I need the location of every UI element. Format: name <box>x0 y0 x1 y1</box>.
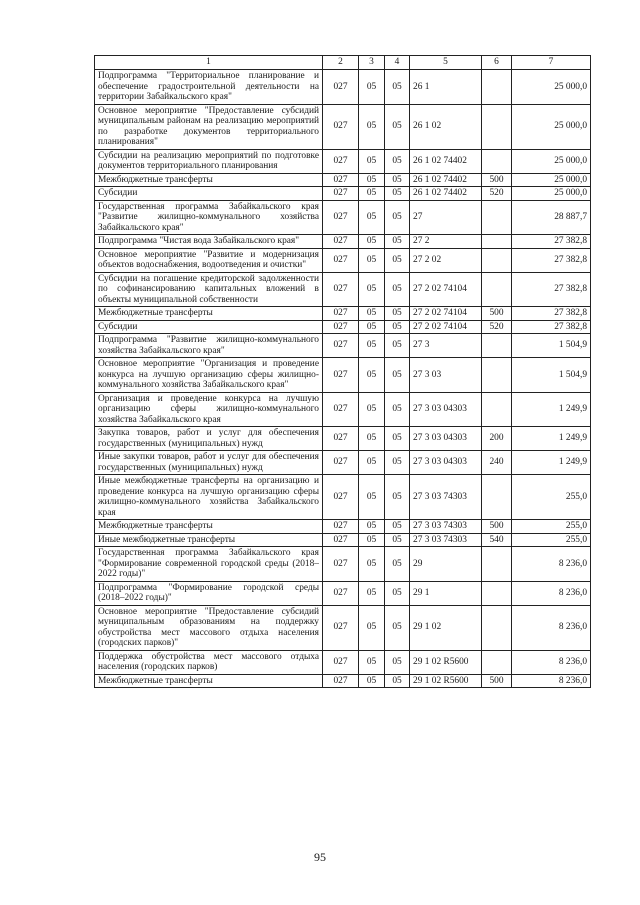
row-ministry-code-cell: 027 <box>323 307 359 321</box>
row-target-article-cell: 27 3 03 04303 <box>410 427 482 451</box>
row-section-cell: 05 <box>359 581 385 605</box>
row-ministry-code-cell: 027 <box>323 320 359 334</box>
row-amount-cell: 25 000,0 <box>512 104 591 149</box>
row-expense-type-cell <box>482 272 512 307</box>
row-subsection-cell: 05 <box>385 173 410 187</box>
row-expense-type-cell: 520 <box>482 320 512 334</box>
row-subsection-cell: 05 <box>385 547 410 582</box>
row-target-article-cell: 29 1 <box>410 581 482 605</box>
table-row <box>95 427 591 451</box>
row-name-cell: Организация и проведение конкурса на лучшую организацию сферы жилищно-коммунального хозяйства Забайкальского края <box>95 392 323 427</box>
row-subsection-cell: 05 <box>385 149 410 173</box>
row-expense-type-cell <box>482 334 512 358</box>
row-expense-type-cell <box>482 392 512 427</box>
row-section-cell: 05 <box>359 235 385 249</box>
row-ministry-code-cell: 027 <box>323 581 359 605</box>
row-ministry-code-cell: 027 <box>323 650 359 674</box>
table-row <box>95 104 591 149</box>
row-name-cell: Субсидии на погашение кредиторской задолженности по софинансированию капитальных вложений в объекты муниципальной собственности <box>95 272 323 307</box>
row-name-cell: Государственная программа Забайкальского края "Формирование современной городской среды (2018–2022 годы)" <box>95 547 323 582</box>
row-amount-cell: 27 382,8 <box>512 272 591 307</box>
row-expense-type-cell <box>482 248 512 272</box>
row-subsection-cell: 05 <box>385 674 410 688</box>
row-subsection-cell: 05 <box>385 650 410 674</box>
row-target-article-cell: 27 2 02 74104 <box>410 307 482 321</box>
row-subsection-cell: 05 <box>385 533 410 547</box>
row-expense-type-cell: 500 <box>482 307 512 321</box>
row-amount-cell: 25 000,0 <box>512 173 591 187</box>
row-section-cell: 05 <box>359 427 385 451</box>
row-ministry-code-cell: 027 <box>323 547 359 582</box>
row-target-article-cell: 29 1 02 R5600 <box>410 674 482 688</box>
row-section-cell: 05 <box>359 104 385 149</box>
row-ministry-code-cell: 027 <box>323 392 359 427</box>
row-ministry-code-cell: 027 <box>323 104 359 149</box>
row-expense-type-cell: 540 <box>482 533 512 547</box>
column-header: 3 <box>359 56 385 70</box>
row-amount-cell: 255,0 <box>512 475 591 520</box>
row-name-cell: Субсидии <box>95 187 323 201</box>
row-ministry-code-cell: 027 <box>323 674 359 688</box>
row-section-cell: 05 <box>359 392 385 427</box>
row-subsection-cell: 05 <box>385 334 410 358</box>
row-target-article-cell: 27 3 03 04303 <box>410 451 482 475</box>
table-row <box>95 392 591 427</box>
row-ministry-code-cell: 027 <box>323 520 359 534</box>
table-row <box>95 248 591 272</box>
row-section-cell: 05 <box>359 358 385 393</box>
row-section-cell: 05 <box>359 272 385 307</box>
row-subsection-cell: 05 <box>385 307 410 321</box>
row-name-cell: Поддержка обустройства мест массового отдыха населения (городских парков) <box>95 650 323 674</box>
row-section-cell: 05 <box>359 307 385 321</box>
row-ministry-code-cell: 027 <box>323 235 359 249</box>
row-amount-cell: 1 249,9 <box>512 392 591 427</box>
table-row <box>95 149 591 173</box>
page-number: 95 <box>314 850 326 864</box>
table-row <box>95 272 591 307</box>
table-row <box>95 650 591 674</box>
row-target-article-cell: 27 <box>410 200 482 235</box>
row-target-article-cell: 27 2 02 <box>410 248 482 272</box>
row-name-cell: Основное мероприятие "Предоставление субсидий муниципальным образованиям на поддержку обустройства мест массового отдыха населения (городских парков)" <box>95 605 323 650</box>
row-target-article-cell: 29 1 02 R5600 <box>410 650 482 674</box>
row-expense-type-cell <box>482 475 512 520</box>
row-section-cell: 05 <box>359 200 385 235</box>
column-header: 6 <box>482 56 512 70</box>
row-ministry-code-cell: 027 <box>323 149 359 173</box>
row-expense-type-cell: 500 <box>482 674 512 688</box>
row-amount-cell: 8 236,0 <box>512 547 591 582</box>
row-subsection-cell: 05 <box>385 475 410 520</box>
row-name-cell: Иные межбюджетные трансферты <box>95 533 323 547</box>
row-subsection-cell: 05 <box>385 581 410 605</box>
row-subsection-cell: 05 <box>385 451 410 475</box>
row-amount-cell: 255,0 <box>512 533 591 547</box>
table-row <box>95 70 591 105</box>
row-amount-cell: 25 000,0 <box>512 187 591 201</box>
row-subsection-cell: 05 <box>385 320 410 334</box>
column-header: 4 <box>385 56 410 70</box>
row-section-cell: 05 <box>359 605 385 650</box>
row-name-cell: Подпрограмма "Развитие жилищно-коммунального хозяйства Забайкальского края" <box>95 334 323 358</box>
table-row <box>95 520 591 534</box>
row-name-cell: Иные межбюджетные трансферты на организацию и проведение конкурса на лучшую организацию сферы жилищно-коммунального хозяйства Забайкальского края <box>95 475 323 520</box>
table-header-row <box>95 56 591 70</box>
row-section-cell: 05 <box>359 650 385 674</box>
table-row <box>95 200 591 235</box>
row-section-cell: 05 <box>359 70 385 105</box>
document-page <box>94 55 590 688</box>
row-name-cell: Субсидии <box>95 320 323 334</box>
row-expense-type-cell <box>482 605 512 650</box>
row-amount-cell: 28 887,7 <box>512 200 591 235</box>
row-target-article-cell: 27 3 03 04303 <box>410 392 482 427</box>
table-row <box>95 547 591 582</box>
row-target-article-cell: 26 1 02 74402 <box>410 187 482 201</box>
row-amount-cell: 25 000,0 <box>512 70 591 105</box>
row-name-cell: Подпрограмма "Территориальное планирование и обеспечение градостроительной деятельности на территории Забайкальского края" <box>95 70 323 105</box>
row-name-cell: Субсидии на реализацию мероприятий по подготовке документов территориального планирования <box>95 149 323 173</box>
table-row <box>95 358 591 393</box>
table-row <box>95 235 591 249</box>
row-expense-type-cell <box>482 581 512 605</box>
row-amount-cell: 25 000,0 <box>512 149 591 173</box>
row-name-cell: Подпрограмма "Формирование городской среды (2018–2022 годы)" <box>95 581 323 605</box>
row-name-cell: Межбюджетные трансферты <box>95 674 323 688</box>
row-ministry-code-cell: 027 <box>323 248 359 272</box>
row-name-cell: Государственная программа Забайкальского края "Развитие жилищно-коммунального хозяйства Забайкальского края" <box>95 200 323 235</box>
row-expense-type-cell <box>482 104 512 149</box>
row-amount-cell: 1 249,9 <box>512 451 591 475</box>
row-name-cell: Закупка товаров, работ и услуг для обеспечения государственных (муниципальных) нужд <box>95 427 323 451</box>
row-name-cell: Основное мероприятие "Организация и проведение конкурса на лучшую организацию сферы жилищно-коммунального хозяйства Забайкальского края" <box>95 358 323 393</box>
table-row <box>95 674 591 688</box>
row-amount-cell: 27 382,8 <box>512 235 591 249</box>
row-amount-cell: 1 504,9 <box>512 358 591 393</box>
row-section-cell: 05 <box>359 187 385 201</box>
row-name-cell: Иные закупки товаров, работ и услуг для обеспечения государственных (муниципальных) нужд <box>95 451 323 475</box>
row-amount-cell: 1 504,9 <box>512 334 591 358</box>
row-amount-cell: 8 236,0 <box>512 650 591 674</box>
row-target-article-cell: 26 1 02 <box>410 104 482 149</box>
row-expense-type-cell: 240 <box>482 451 512 475</box>
row-amount-cell: 255,0 <box>512 520 591 534</box>
row-name-cell: Межбюджетные трансферты <box>95 520 323 534</box>
row-subsection-cell: 05 <box>385 248 410 272</box>
row-subsection-cell: 05 <box>385 200 410 235</box>
row-target-article-cell: 27 3 03 <box>410 358 482 393</box>
row-name-cell: Основное мероприятие "Предоставление субсидий муниципальным районам на реализацию мероприятий по разработке документов территориального планирования" <box>95 104 323 149</box>
column-header: 2 <box>323 56 359 70</box>
row-target-article-cell: 27 3 <box>410 334 482 358</box>
row-subsection-cell: 05 <box>385 427 410 451</box>
row-target-article-cell: 27 3 03 74303 <box>410 475 482 520</box>
row-target-article-cell: 27 3 03 74303 <box>410 533 482 547</box>
row-section-cell: 05 <box>359 533 385 547</box>
row-section-cell: 05 <box>359 475 385 520</box>
row-amount-cell: 27 382,8 <box>512 307 591 321</box>
row-expense-type-cell <box>482 200 512 235</box>
row-name-cell: Основное мероприятие "Развитие и модернизация объектов водоснабжения, водоотведения и очистки" <box>95 248 323 272</box>
column-header: 5 <box>410 56 482 70</box>
row-target-article-cell: 26 1 02 74402 <box>410 149 482 173</box>
table-row <box>95 173 591 187</box>
row-name-cell: Межбюджетные трансферты <box>95 173 323 187</box>
row-target-article-cell: 26 1 <box>410 70 482 105</box>
row-ministry-code-cell: 027 <box>323 200 359 235</box>
table-row <box>95 187 591 201</box>
row-ministry-code-cell: 027 <box>323 187 359 201</box>
row-target-article-cell: 29 <box>410 547 482 582</box>
table-row <box>95 320 591 334</box>
row-ministry-code-cell: 027 <box>323 427 359 451</box>
row-section-cell: 05 <box>359 173 385 187</box>
table-row <box>95 334 591 358</box>
row-ministry-code-cell: 027 <box>323 475 359 520</box>
row-section-cell: 05 <box>359 320 385 334</box>
row-expense-type-cell <box>482 70 512 105</box>
table-row <box>95 605 591 650</box>
row-section-cell: 05 <box>359 674 385 688</box>
row-ministry-code-cell: 027 <box>323 451 359 475</box>
row-expense-type-cell <box>482 235 512 249</box>
column-header: 7 <box>512 56 591 70</box>
row-target-article-cell: 27 2 <box>410 235 482 249</box>
row-section-cell: 05 <box>359 520 385 534</box>
row-expense-type-cell <box>482 358 512 393</box>
row-section-cell: 05 <box>359 451 385 475</box>
row-subsection-cell: 05 <box>385 70 410 105</box>
row-section-cell: 05 <box>359 547 385 582</box>
budget-table <box>94 55 591 688</box>
row-expense-type-cell: 500 <box>482 173 512 187</box>
row-expense-type-cell <box>482 149 512 173</box>
row-amount-cell: 8 236,0 <box>512 674 591 688</box>
row-amount-cell: 27 382,8 <box>512 248 591 272</box>
row-subsection-cell: 05 <box>385 235 410 249</box>
table-row <box>95 307 591 321</box>
row-target-article-cell: 27 3 03 74303 <box>410 520 482 534</box>
table-row <box>95 475 591 520</box>
row-expense-type-cell <box>482 547 512 582</box>
row-amount-cell: 8 236,0 <box>512 581 591 605</box>
row-ministry-code-cell: 027 <box>323 605 359 650</box>
table-row <box>95 581 591 605</box>
row-section-cell: 05 <box>359 248 385 272</box>
row-subsection-cell: 05 <box>385 104 410 149</box>
row-expense-type-cell: 200 <box>482 427 512 451</box>
row-ministry-code-cell: 027 <box>323 272 359 307</box>
row-subsection-cell: 05 <box>385 520 410 534</box>
table-body <box>95 70 591 688</box>
row-ministry-code-cell: 027 <box>323 70 359 105</box>
table-row <box>95 533 591 547</box>
row-amount-cell: 27 382,8 <box>512 320 591 334</box>
row-expense-type-cell: 520 <box>482 187 512 201</box>
row-section-cell: 05 <box>359 334 385 358</box>
row-subsection-cell: 05 <box>385 187 410 201</box>
row-target-article-cell: 26 1 02 74402 <box>410 173 482 187</box>
row-ministry-code-cell: 027 <box>323 334 359 358</box>
row-amount-cell: 8 236,0 <box>512 605 591 650</box>
row-ministry-code-cell: 027 <box>323 533 359 547</box>
row-subsection-cell: 05 <box>385 358 410 393</box>
row-subsection-cell: 05 <box>385 392 410 427</box>
row-target-article-cell: 27 2 02 74104 <box>410 320 482 334</box>
row-expense-type-cell: 500 <box>482 520 512 534</box>
row-name-cell: Межбюджетные трансферты <box>95 307 323 321</box>
row-subsection-cell: 05 <box>385 605 410 650</box>
row-ministry-code-cell: 027 <box>323 358 359 393</box>
row-amount-cell: 1 249,9 <box>512 427 591 451</box>
row-target-article-cell: 29 1 02 <box>410 605 482 650</box>
row-subsection-cell: 05 <box>385 272 410 307</box>
row-section-cell: 05 <box>359 149 385 173</box>
row-name-cell: Подпрограмма "Чистая вода Забайкальского края" <box>95 235 323 249</box>
table-row <box>95 451 591 475</box>
row-expense-type-cell <box>482 650 512 674</box>
row-target-article-cell: 27 2 02 74104 <box>410 272 482 307</box>
column-header: 1 <box>95 56 323 70</box>
row-ministry-code-cell: 027 <box>323 173 359 187</box>
